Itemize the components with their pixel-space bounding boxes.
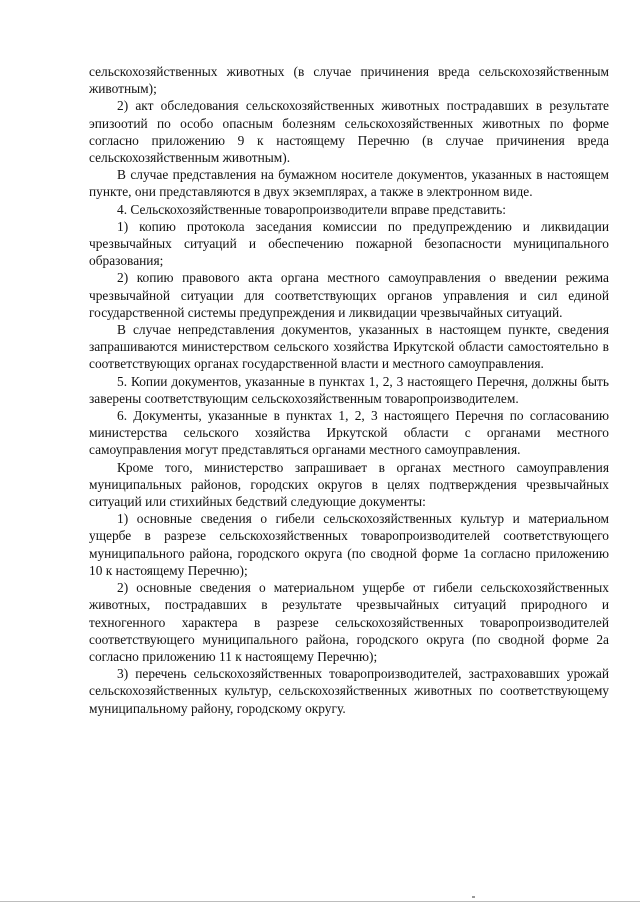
paragraph-ministry-requests: Кроме того, министерство запрашивает в органах местного самоуправления муниципальных районов, городских округов в целях подтверждения чрезвычайных ситуаций или стихийных бедствий следующие документы: — [89, 459, 609, 510]
paragraph-request-item-1: 1) основные сведения о гибели сельскохозяйственных культур и материальном ущербе в разрезе сельскохозяйственных товаропроизводителей соответствующего муниципального района, городского округа (по сводной форме 1а согласно приложению 10 к настоящему Перечню); — [89, 511, 609, 578]
paragraph-point-6: 6. Документы, указанные в пунктах 1, 2, 3 настоящего Перечня по согласованию министерства сельского хозяйства Иркутской области с органами местного самоуправления могут представляться органами местного самоуправления. — [89, 408, 609, 458]
document-page — [89, 63, 609, 717]
paragraph-item-2-act: 2) акт обследования сельскохозяйственных животных пострадавших в результате эпизоотий по особо опасным болезням сельскохозяйственных животных по форме согласно приложению 9 к настоящему Перечню (в случае причинения вреда сельскохозяйственным животным). — [89, 98, 609, 166]
paragraph-request-item-2: 2) основные сведения о материальном ущербе от гибели сельскохозяйственных животных, пострадавших в результате чрезвычайных ситуаций природного и техногенного характера в разрезе сельскохозяйственных товаропроизводителей соответствующего муниципального района, городского округа (по сводной форме 2а согласно приложению 11 к настоящему Перечню); — [89, 580, 609, 664]
paragraph-point-4-item-1: 1) копию протокола заседания комиссии по предупреждению и ликвидации чрезвычайных ситуаций и обеспечению пожарной безопасности муниципального образования; — [89, 218, 609, 269]
paragraph-point-4-item-2: 2) копию правового акта органа местного самоуправления о введении режима чрезвычайной ситуации для соответствующих органов управления и сил единой государственной системы предупреждения и ликвидации чрезвычайных ситуаций. — [89, 270, 609, 320]
paragraph-request-item-3: 3) перечень сельскохозяйственных товаропроизводителей, застраховавших урожай сельскохозяйственных культур, сельскохозяйственных животных по соответствующему муниципальному району, городскому округу. — [89, 666, 609, 716]
scan-mark — [472, 896, 475, 898]
paragraph-point-4: 4. Сельскохозяйственные товаропроизводители вправе представить: — [117, 201, 506, 217]
scan-bottom-edge — [0, 901, 640, 902]
paragraph-continuation: сельскохозяйственных животных (в случае причинения вреда сельскохозяйственным животным); — [89, 64, 609, 97]
paragraph-paper-copies: В случае представления на бумажном носителе документов, указанных в настоящем пункте, они представляются в двух экземплярах, а также в электронном виде. — [89, 167, 609, 200]
paragraph-point-5: 5. Копии документов, указанные в пунктах 1, 2, 3 настоящего Перечня, должны быть заверены соответствующим сельскохозяйственным товаропроизводителем. — [89, 373, 609, 406]
paragraph-non-submission: В случае непредставления документов, указанных в настоящем пункте, сведения запрашиваются министерством сельского хозяйства Иркутской области самостоятельно в соответствующих органах государственной власти и местного самоуправления. — [89, 322, 609, 372]
